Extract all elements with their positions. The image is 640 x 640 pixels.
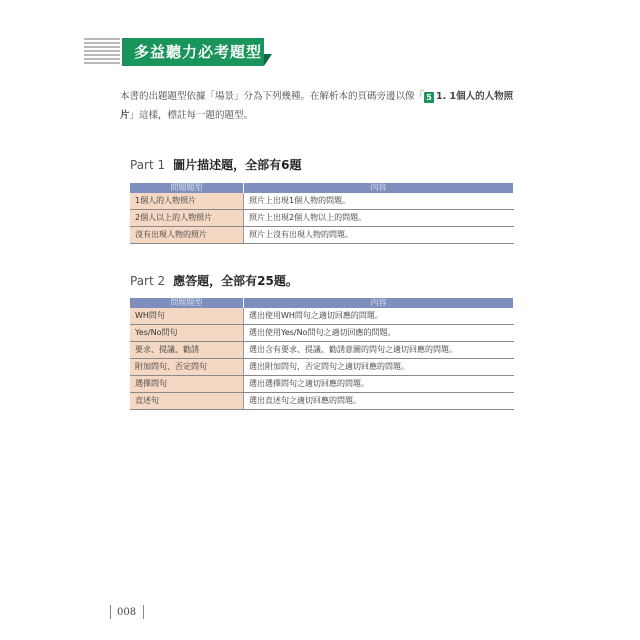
part2-header-type: 問題題型 bbox=[130, 298, 244, 308]
table-row bbox=[130, 193, 514, 210]
page-number-divider-right bbox=[143, 605, 144, 619]
intro-text-after: 」這樣，標註每一題的題型。 bbox=[129, 110, 254, 121]
header-stripes-decoration bbox=[84, 38, 120, 66]
page-number: 008 bbox=[117, 607, 137, 618]
part2-row1-type: WH問句 bbox=[130, 308, 244, 325]
part2-row3-type: 要求、提議、勸誘 bbox=[130, 342, 244, 359]
part2-row4-content: 選出附加問句，否定問句之適切回應的問題。 bbox=[244, 359, 514, 376]
section-header bbox=[84, 38, 264, 68]
title-tab-decoration bbox=[264, 54, 272, 66]
table-row bbox=[130, 393, 514, 410]
part1-label: Part 1 bbox=[130, 158, 166, 172]
intro-text-before: 本書的出題題型依據「場景」分為下列幾種。在解析本的頁碼旁邊以像「 bbox=[120, 91, 425, 102]
part2-table bbox=[130, 298, 514, 410]
part1-row1-type: 1個人的人物照片 bbox=[130, 193, 244, 210]
part1-title: 圖片描述題，全部有6題 bbox=[173, 158, 302, 172]
part2-label: Part 2 bbox=[130, 274, 166, 288]
part1-row3-content: 照片上沒有出現人物的問題。 bbox=[244, 227, 514, 244]
part1-heading bbox=[130, 156, 302, 173]
part2-heading bbox=[130, 272, 298, 289]
part2-row2-content: 選出使用Yes/No問句之適切回應的問題。 bbox=[244, 325, 514, 342]
part1-header-content: 內容 bbox=[244, 183, 514, 193]
part1-row1-content: 照片上出現1個人物的問題。 bbox=[244, 193, 514, 210]
page-number-divider-left bbox=[110, 605, 111, 619]
part1-row3-type: 沒有出現人物的照片 bbox=[130, 227, 244, 244]
part1-row2-content: 照片上出現2個人物以上的問題。 bbox=[244, 210, 514, 227]
part2-row5-content: 選出選擇問句之適切回應的問題。 bbox=[244, 376, 514, 393]
part1-header-type: 問題題型 bbox=[130, 183, 244, 193]
part2-row3-content: 選出含有要求、提議、勸誘意圖的問句之適切回應的問題。 bbox=[244, 342, 514, 359]
section-title: 多益聽力必考題型 bbox=[122, 38, 264, 66]
table-row bbox=[130, 227, 514, 244]
part1-row2-type: 2個人以上的人物照片 bbox=[130, 210, 244, 227]
intro-paragraph bbox=[120, 87, 520, 125]
table-row bbox=[130, 376, 514, 393]
part2-row4-type: 附加問句、否定問句 bbox=[130, 359, 244, 376]
part1-table bbox=[130, 183, 514, 244]
intro-example: 1. 1個人的人物照片 bbox=[120, 91, 514, 121]
question-type-badge-icon: 5 bbox=[424, 92, 434, 103]
part2-row5-type: 選擇問句 bbox=[130, 376, 244, 393]
table-row bbox=[130, 342, 514, 359]
table-row bbox=[130, 210, 514, 227]
table-row bbox=[130, 308, 514, 325]
part2-row1-content: 選出使用WH問句之適切回應的問題。 bbox=[244, 308, 514, 325]
part2-row2-type: Yes/No問句 bbox=[130, 325, 244, 342]
table-row bbox=[130, 359, 514, 376]
table-row bbox=[130, 325, 514, 342]
part2-header-content: 內容 bbox=[244, 298, 514, 308]
part2-title: 應答題，全部有25題。 bbox=[173, 274, 298, 288]
part2-row6-content: 選出直述句之適切回應的問題。 bbox=[244, 393, 514, 410]
part2-row6-type: 直述句 bbox=[130, 393, 244, 410]
